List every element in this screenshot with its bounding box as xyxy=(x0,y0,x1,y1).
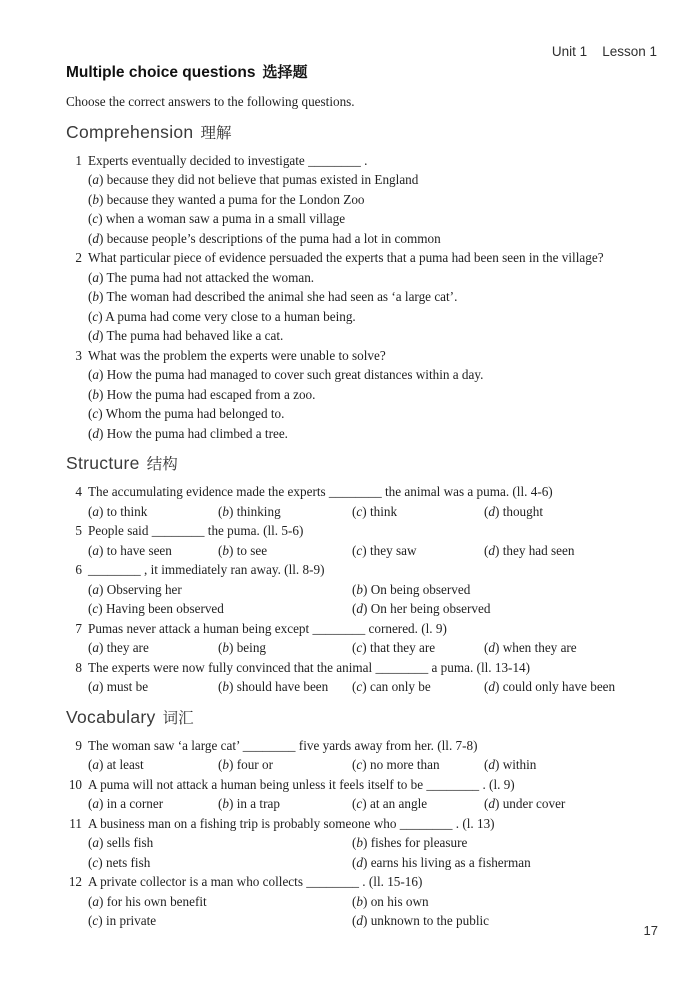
option-letter: (c) xyxy=(88,406,103,421)
question-body xyxy=(88,658,658,697)
option-6d: (d) On her being observed xyxy=(352,601,491,616)
question-number: 6 xyxy=(75,562,82,577)
option-5b: (b) to see xyxy=(218,542,268,558)
question-stem: The accumulating evidence made the experts ________ the animal was a puma. (ll. 4-6) xyxy=(88,484,553,499)
question-8 xyxy=(66,658,658,697)
question-number: 2 xyxy=(75,250,82,265)
option-letter: (d) xyxy=(484,542,500,558)
question-body xyxy=(88,346,658,444)
question-number: 7 xyxy=(75,620,82,636)
option-10d: (d) under cover xyxy=(484,796,566,811)
option-letter: (a) xyxy=(88,269,104,285)
option-9c: (c) no more than xyxy=(352,757,440,772)
option-1d: (d) because people’s descriptions of the puma had a lot in common xyxy=(88,230,441,246)
section-heading-en: Comprehension xyxy=(66,121,194,142)
question-11 xyxy=(66,814,658,873)
option-letter: (d) xyxy=(484,503,500,519)
option-letter: (a) xyxy=(88,542,104,558)
option-2c: (c) A puma had come very close to a human being. xyxy=(88,308,356,324)
option-letter: (b) xyxy=(218,640,234,655)
question-number: 3 xyxy=(75,347,82,363)
question-options xyxy=(88,638,658,658)
option-letter: (d) xyxy=(88,230,104,246)
question-options xyxy=(88,580,658,619)
section-heading-comprehension xyxy=(66,119,658,147)
option-12d: (d) unknown to the public xyxy=(352,913,490,928)
question-number: 8 xyxy=(75,659,82,675)
option-4d: (d) thought xyxy=(484,503,543,519)
question-number: 1 xyxy=(75,152,82,168)
section-heading-structure xyxy=(66,450,658,478)
question-stem: ________ , it immediately ran away. (ll. 8-9) xyxy=(88,562,325,577)
question-body xyxy=(88,814,658,873)
option-7c: (c) that they are xyxy=(352,640,436,655)
option-letter: (b) xyxy=(352,893,368,909)
instructions-text: Choose the correct answers to the following questions. xyxy=(66,94,355,109)
option-12a: (a) for his own benefit xyxy=(88,893,207,909)
question-body xyxy=(88,151,658,249)
option-9d: (d) within xyxy=(484,757,537,772)
option-2b: (b) The woman had described the animal she had seen as ‘a large cat’. xyxy=(88,289,458,304)
question-9 xyxy=(66,736,658,775)
question-options xyxy=(88,794,658,814)
question-number: 4 xyxy=(75,484,82,499)
question-options xyxy=(88,892,658,931)
question-number: 5 xyxy=(75,523,82,538)
option-3c: (c) Whom the puma had belonged to. xyxy=(88,406,285,421)
question-body xyxy=(88,521,658,560)
option-letter: (c) xyxy=(88,854,103,870)
question-number: 11 xyxy=(69,815,82,831)
question-stem: The experts were now fully convinced that the animal ________ a puma. (ll. 13-14) xyxy=(88,659,531,675)
option-letter: (a) xyxy=(88,835,104,850)
option-letter: (b) xyxy=(218,796,234,811)
option-11a: (a) sells fish xyxy=(88,835,154,850)
option-3d: (d) How the puma had climbed a tree. xyxy=(88,425,288,441)
option-letter: (d) xyxy=(484,640,500,655)
option-10c: (c) at an angle xyxy=(352,796,428,811)
option-1a: (a) because they did not believe that pumas existed in England xyxy=(88,172,419,187)
option-letter: (d) xyxy=(484,679,500,694)
question-stem: The woman saw ‘a large cat’ ________ five yards away from her. (ll. 7-8) xyxy=(88,737,478,753)
option-letter: (a) xyxy=(88,367,104,382)
section-heading-en: Vocabulary xyxy=(66,706,156,727)
option-4b: (b) thinking xyxy=(218,503,281,519)
option-4a: (a) to think xyxy=(88,503,148,519)
option-5d: (d) they had seen xyxy=(484,542,575,558)
option-letter: (b) xyxy=(88,386,104,402)
option-letter: (c) xyxy=(352,640,367,655)
unit-label: Unit 1 xyxy=(551,44,588,59)
page-title-zh: 选择题 xyxy=(262,65,308,81)
question-3 xyxy=(66,346,658,444)
section-heading-zh: 理解 xyxy=(200,124,232,142)
option-letter: (c) xyxy=(352,679,367,694)
option-letter: (d) xyxy=(484,757,500,772)
option-letter: (a) xyxy=(88,503,104,519)
option-letter: (a) xyxy=(88,581,104,597)
option-letter: (d) xyxy=(484,796,500,811)
option-1c: (c) when a woman saw a puma in a small village xyxy=(88,211,346,226)
option-1b: (b) because they wanted a puma for the London Zoo xyxy=(88,191,365,207)
option-letter: (c) xyxy=(88,308,103,324)
option-6a: (a) Observing her xyxy=(88,581,182,597)
question-2 xyxy=(66,248,658,346)
option-12b: (b) on his own xyxy=(352,893,429,909)
option-6c: (c) Having been observed xyxy=(88,601,224,616)
question-body xyxy=(88,619,658,658)
question-stem: Pumas never attack a human being except ________ cornered. (l. 9) xyxy=(88,620,447,636)
section-heading-zh: 结构 xyxy=(146,456,178,473)
question-stem: Experts eventually decided to investigate ________ . xyxy=(88,152,368,168)
option-7b: (b) being xyxy=(218,640,267,655)
question-options xyxy=(88,541,658,561)
question-body xyxy=(88,872,658,931)
option-7d: (d) when they are xyxy=(484,640,577,655)
option-letter: (a) xyxy=(88,893,104,909)
question-body xyxy=(88,736,658,775)
option-letter: (c) xyxy=(352,542,367,558)
option-letter: (b) xyxy=(352,581,368,597)
option-8d: (d) could only have been xyxy=(484,679,616,694)
option-10b: (b) in a trap xyxy=(218,796,280,811)
question-number: 9 xyxy=(75,737,82,753)
option-3b: (b) How the puma had escaped from a zoo. xyxy=(88,386,316,402)
option-10a: (a) in a corner xyxy=(88,796,164,811)
option-letter: (a) xyxy=(88,757,104,772)
option-9b: (b) four or xyxy=(218,757,273,772)
lesson-label: Lesson 1 xyxy=(602,44,657,59)
option-8a: (a) must be xyxy=(88,679,149,694)
question-options xyxy=(88,677,658,697)
option-letter: (c) xyxy=(352,503,367,519)
option-letter: (b) xyxy=(218,679,234,694)
option-letter: (c) xyxy=(88,913,103,928)
option-11c: (c) nets fish xyxy=(88,854,151,870)
option-letter: (c) xyxy=(352,796,367,811)
section-heading-vocabulary xyxy=(66,704,658,732)
option-letter: (d) xyxy=(88,328,104,343)
question-stem: A private collector is a man who collects ________ . (ll. 15-16) xyxy=(88,874,423,889)
option-letter: (a) xyxy=(88,172,104,187)
option-letter: (b) xyxy=(218,757,234,772)
option-letter: (d) xyxy=(352,601,368,616)
option-letter: (b) xyxy=(352,835,368,850)
question-6 xyxy=(66,560,658,619)
option-7a: (a) they are xyxy=(88,640,149,655)
page-title-en: Multiple choice questions xyxy=(66,64,256,81)
option-4c: (c) think xyxy=(352,503,398,519)
option-8c: (c) can only be xyxy=(352,679,431,694)
question-options xyxy=(88,268,658,346)
question-number: 10 xyxy=(68,776,82,792)
question-4 xyxy=(66,482,658,521)
question-body xyxy=(88,560,658,619)
option-letter: (b) xyxy=(88,289,104,304)
page-title xyxy=(66,62,658,84)
question-10 xyxy=(66,775,658,814)
option-letter: (c) xyxy=(352,757,367,772)
question-options xyxy=(88,170,658,248)
option-letter: (a) xyxy=(88,640,104,655)
option-12c: (c) in private xyxy=(88,913,157,928)
question-12 xyxy=(66,872,658,931)
option-5c: (c) they saw xyxy=(352,542,417,558)
question-options xyxy=(88,502,658,522)
option-letter: (a) xyxy=(88,796,104,811)
question-stem: What was the problem the experts were unable to solve? xyxy=(88,347,386,363)
question-options xyxy=(88,365,658,443)
question-7 xyxy=(66,619,658,658)
option-letter: (c) xyxy=(88,211,103,226)
option-letter: (d) xyxy=(352,913,368,928)
option-letter: (b) xyxy=(88,191,104,207)
page-content xyxy=(66,62,658,931)
option-2a: (a) The puma had not attacked the woman. xyxy=(88,269,315,285)
option-11b: (b) fishes for pleasure xyxy=(352,835,468,850)
question-1 xyxy=(66,151,658,249)
question-number: 12 xyxy=(68,874,82,889)
option-letter: (b) xyxy=(218,542,234,558)
option-11d: (d) earns his living as a fisherman xyxy=(352,854,531,870)
running-head xyxy=(552,44,657,59)
question-sections xyxy=(66,119,658,931)
question-options xyxy=(88,755,658,775)
section-heading-en: Structure xyxy=(66,453,140,473)
option-2d: (d) The puma had behaved like a cat. xyxy=(88,328,284,343)
question-stem: What particular piece of evidence persuaded the experts that a puma had been seen in the village? xyxy=(88,250,604,265)
option-letter: (d) xyxy=(352,854,368,870)
question-body xyxy=(88,482,658,521)
option-3a: (a) How the puma had managed to cover such great distances within a day. xyxy=(88,367,484,382)
option-5a: (a) to have seen xyxy=(88,542,172,558)
option-letter: (a) xyxy=(88,679,104,694)
question-body xyxy=(88,775,658,814)
option-9a: (a) at least xyxy=(88,757,144,772)
option-8b: (b) should have been xyxy=(218,679,329,694)
option-letter: (d) xyxy=(88,425,104,441)
section-heading-zh: 词汇 xyxy=(162,709,194,727)
option-letter: (c) xyxy=(88,601,103,616)
question-stem: A business man on a fishing trip is probably someone who ________ . (l. 13) xyxy=(88,815,495,831)
question-stem: People said ________ the puma. (ll. 5-6) xyxy=(88,523,304,538)
question-options xyxy=(88,833,658,872)
question-body xyxy=(88,248,658,346)
option-letter: (b) xyxy=(218,503,234,519)
page-number: 17 xyxy=(643,923,658,938)
option-6b: (b) On being observed xyxy=(352,581,471,597)
question-5 xyxy=(66,521,658,560)
question-stem: A puma will not attack a human being unless it feels itself to be ________ . (l. 9) xyxy=(88,776,515,792)
